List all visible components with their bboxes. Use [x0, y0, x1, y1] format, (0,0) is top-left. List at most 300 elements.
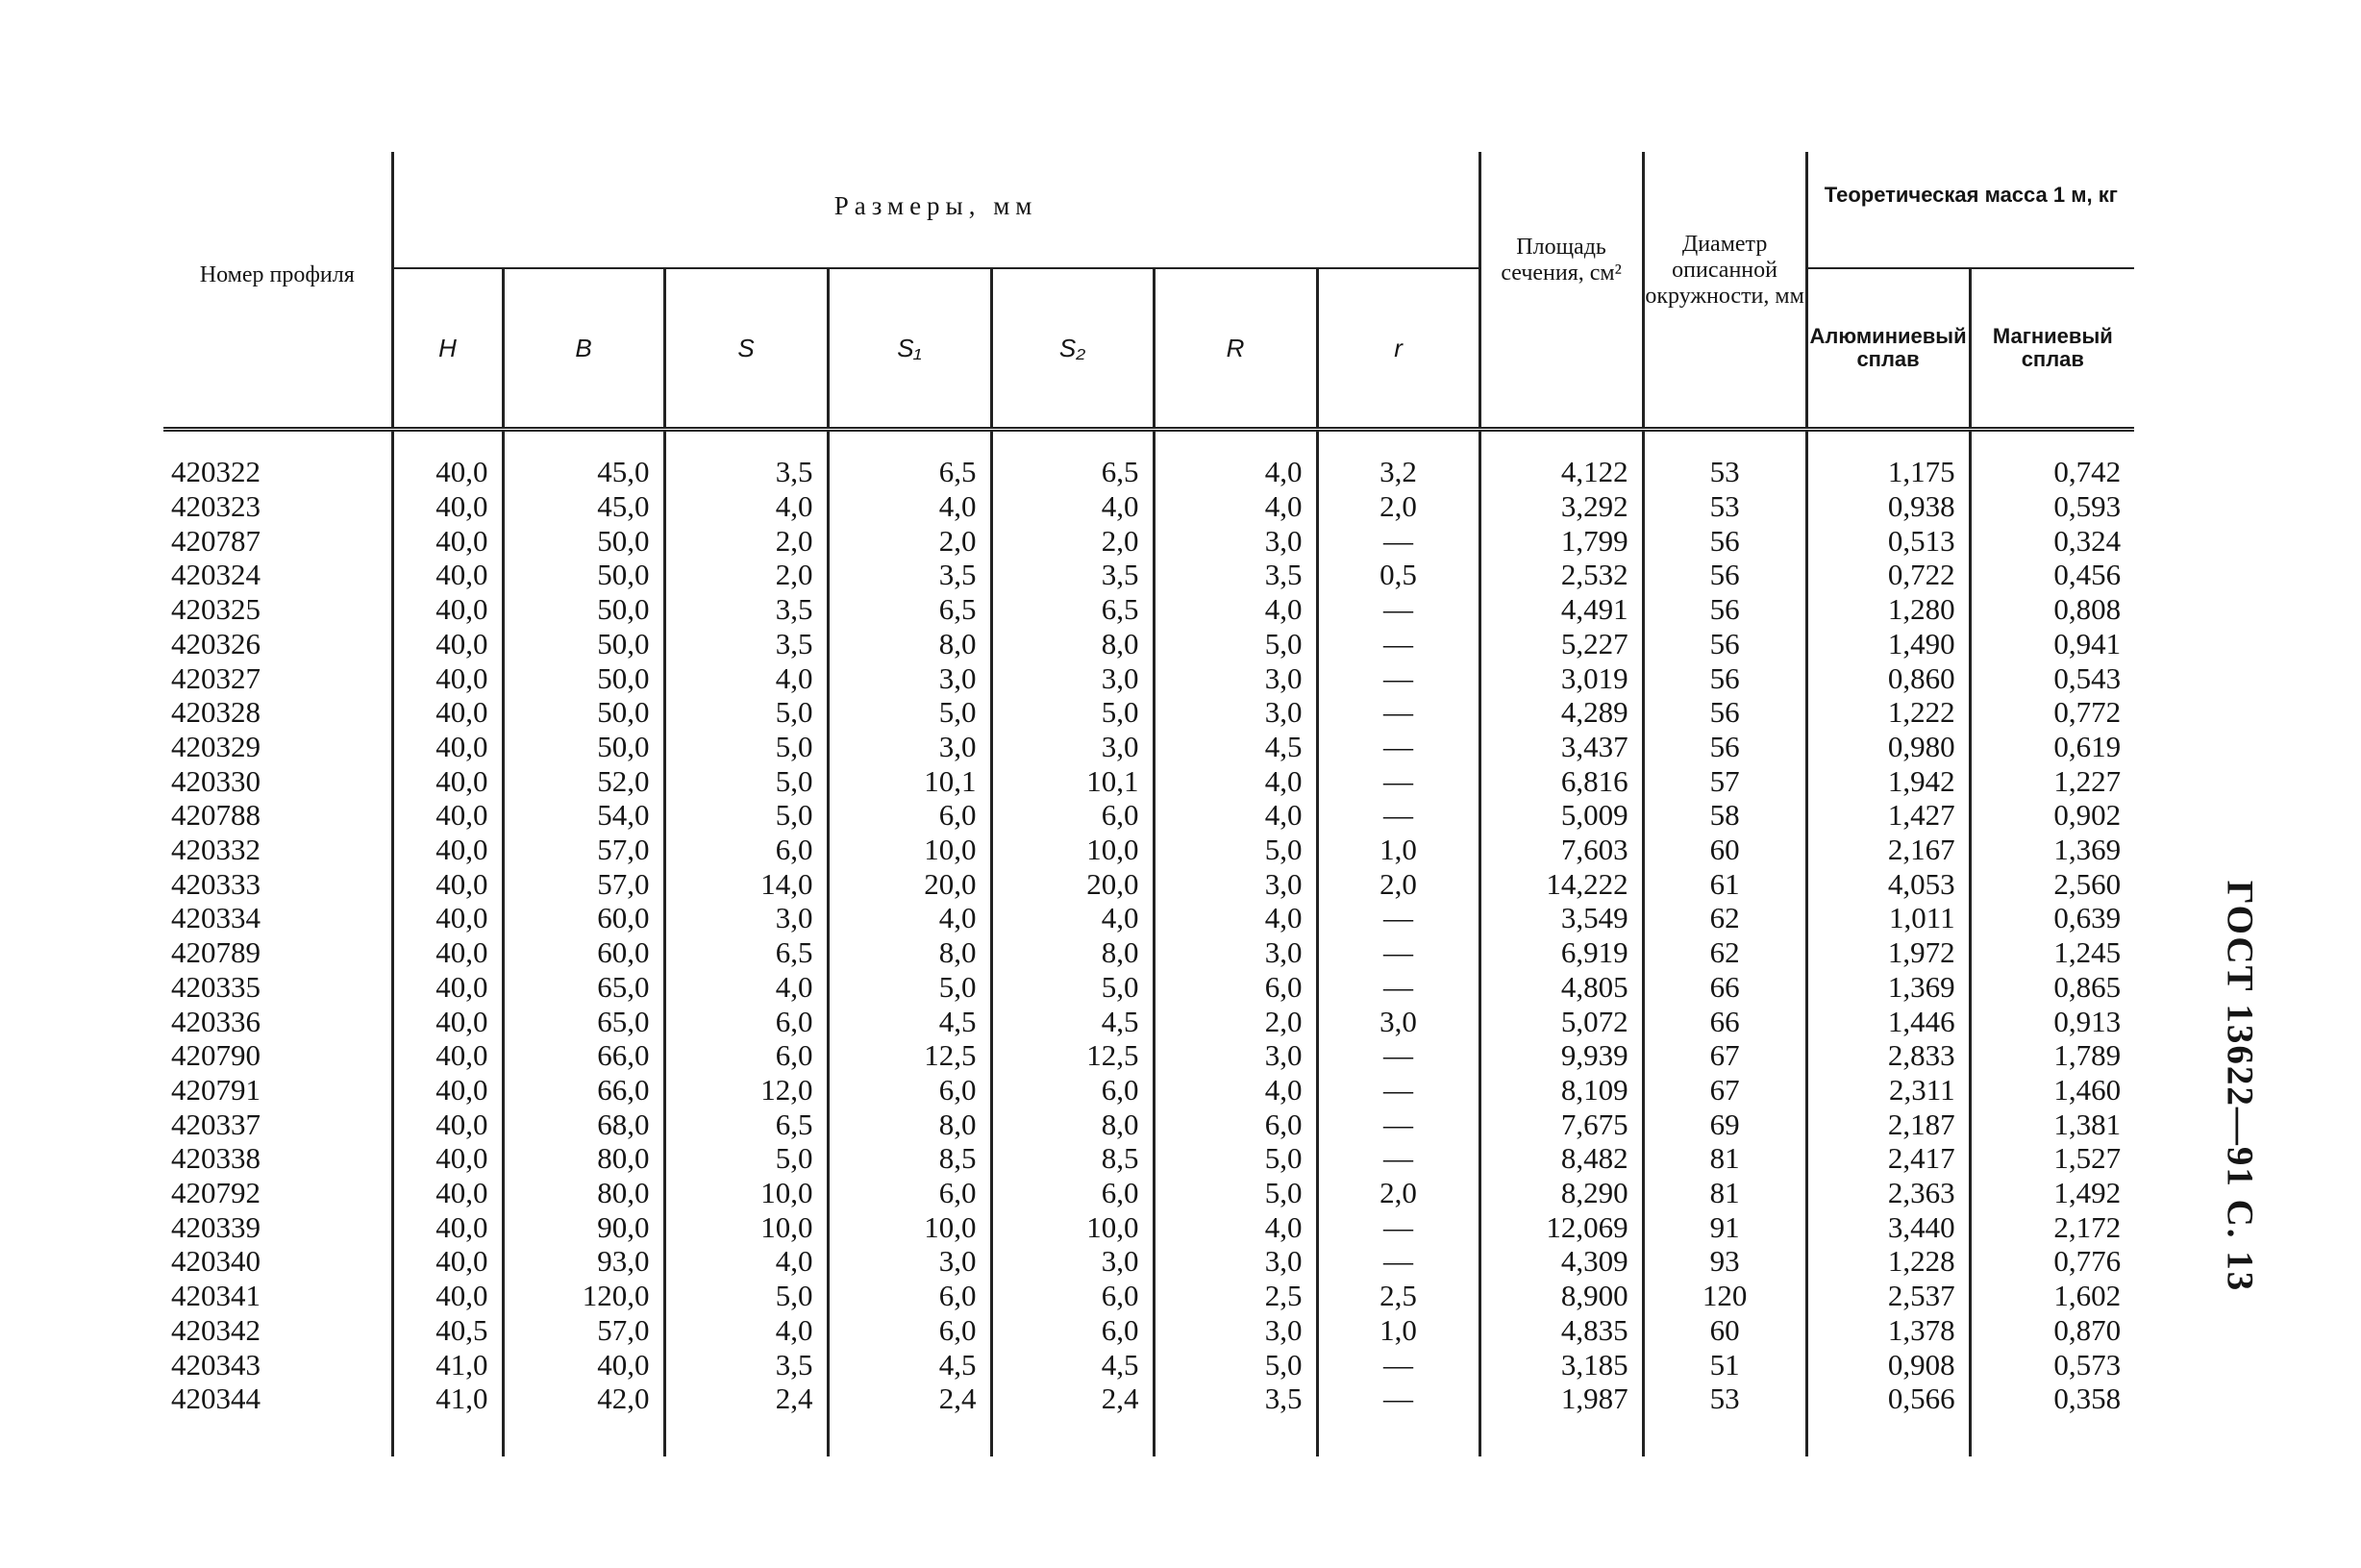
cell-dim-b: 40,0 — [503, 1348, 664, 1382]
cell-dim-s: 6,0 — [664, 1005, 828, 1039]
cell-dim-s1: 6,0 — [828, 1313, 991, 1348]
cell-mass-magnesium: 0,639 — [1970, 901, 2134, 935]
cell-dim-r-lower: — — [1317, 901, 1479, 935]
cell-dim-h: 40,0 — [392, 867, 503, 902]
cell-dim-s2: 3,0 — [991, 730, 1154, 764]
cell-area: 6,919 — [1479, 935, 1643, 970]
cell-dim-s1: 3,0 — [828, 730, 991, 764]
cell-mass-aluminium: 2,417 — [1806, 1141, 1970, 1176]
header-mass-group: Теоретическая масса 1 м, кг — [1806, 152, 2134, 268]
cell-dim-r-lower: — — [1317, 1381, 1479, 1456]
cell-dim-b: 60,0 — [503, 935, 664, 970]
cell-area: 1,987 — [1479, 1381, 1643, 1456]
cell-dim-s1: 20,0 — [828, 867, 991, 902]
cell-dim-s1: 6,0 — [828, 1073, 991, 1108]
cell-dim-r-upper: 4,0 — [1154, 764, 1317, 799]
cell-dim-s: 6,0 — [664, 1038, 828, 1073]
cell-dim-r-lower: 2,5 — [1317, 1279, 1479, 1313]
cell-area: 4,309 — [1479, 1244, 1643, 1279]
cell-dim-r-upper: 3,0 — [1154, 1038, 1317, 1073]
profile-table — [163, 152, 2134, 1456]
cell-circle-diameter: 120 — [1643, 1279, 1806, 1313]
cell-profile-number: 420326 — [171, 626, 261, 660]
cell-dim-s1: 5,0 — [828, 695, 991, 730]
cell-dim-s: 10,0 — [664, 1176, 828, 1210]
cell-dim-h: 40,0 — [392, 558, 503, 592]
cell-dim-s2: 4,0 — [991, 901, 1154, 935]
table-row — [163, 489, 2134, 524]
cell-mass-aluminium: 2,537 — [1806, 1279, 1970, 1313]
table-row — [163, 970, 2134, 1005]
cell-dim-s2: 6,0 — [991, 1176, 1154, 1210]
cell-dim-r-upper: 3,0 — [1154, 867, 1317, 902]
cell-mass-aluminium: 0,860 — [1806, 661, 1970, 696]
cell-area: 3,292 — [1479, 489, 1643, 524]
cell-dim-r-lower: 3,2 — [1317, 441, 1479, 489]
cell-circle-diameter: 51 — [1643, 1348, 1806, 1382]
cell-dim-s: 4,0 — [664, 970, 828, 1005]
cell-dim-s1: 3,0 — [828, 1244, 991, 1279]
cell-mass-magnesium: 0,870 — [1970, 1313, 2134, 1348]
cell-profile-number: 420343 — [171, 1347, 261, 1381]
cell-area: 3,437 — [1479, 730, 1643, 764]
cell-dim-s: 4,0 — [664, 1313, 828, 1348]
cell-profile-number: 420791 — [171, 1072, 261, 1107]
cell-dim-s2: 2,0 — [991, 524, 1154, 559]
cell-dim-b: 50,0 — [503, 558, 664, 592]
cell-mass-aluminium: 2,187 — [1806, 1108, 1970, 1142]
cell-area: 8,900 — [1479, 1279, 1643, 1313]
cell-dim-s1: 4,5 — [828, 1348, 991, 1382]
cell-dim-b: 66,0 — [503, 1073, 664, 1108]
cell-dim-r-lower: — — [1317, 1348, 1479, 1382]
header-dimensions-group: Размеры, мм — [392, 152, 1479, 268]
header-dim-h: H — [392, 268, 503, 430]
cell-dim-r-lower: 2,0 — [1317, 867, 1479, 902]
cell-dim-r-lower: — — [1317, 661, 1479, 696]
cell-profile-number: 420330 — [171, 763, 261, 798]
cell-dim-s2: 5,0 — [991, 695, 1154, 730]
cell-dim-r-upper: 5,0 — [1154, 1176, 1317, 1210]
cell-dim-b: 42,0 — [503, 1381, 664, 1456]
table-row — [163, 833, 2134, 867]
cell-dim-b: 80,0 — [503, 1141, 664, 1176]
cell-dim-r-lower: 3,0 — [1317, 1005, 1479, 1039]
cell-mass-magnesium: 0,941 — [1970, 627, 2134, 661]
cell-dim-r-lower: — — [1317, 1073, 1479, 1108]
cell-dim-r-upper: 3,0 — [1154, 695, 1317, 730]
cell-mass-magnesium: 1,227 — [1970, 764, 2134, 799]
cell-circle-diameter: 60 — [1643, 1313, 1806, 1348]
cell-dim-s: 4,0 — [664, 489, 828, 524]
cell-dim-s: 5,0 — [664, 1141, 828, 1176]
cell-area: 4,122 — [1479, 441, 1643, 489]
cell-area: 4,835 — [1479, 1313, 1643, 1348]
cell-dim-r-upper: 4,0 — [1154, 441, 1317, 489]
cell-dim-s2: 12,5 — [991, 1038, 1154, 1073]
cell-profile-number: 420337 — [171, 1107, 261, 1141]
table-header — [163, 152, 2134, 441]
cell-circle-diameter: 53 — [1643, 1381, 1806, 1456]
cell-dim-s: 3,5 — [664, 441, 828, 489]
cell-mass-magnesium: 0,865 — [1970, 970, 2134, 1005]
table-row — [163, 901, 2134, 935]
cell-dim-h: 40,0 — [392, 833, 503, 867]
cell-dim-h: 41,0 — [392, 1348, 503, 1382]
cell-dim-s2: 6,0 — [991, 798, 1154, 833]
header-profile-number: Номер профиля — [199, 261, 355, 287]
cell-mass-aluminium: 1,378 — [1806, 1313, 1970, 1348]
cell-mass-aluminium: 1,490 — [1806, 627, 1970, 661]
cell-dim-b: 93,0 — [503, 1244, 664, 1279]
cell-dim-s2: 3,0 — [991, 1244, 1154, 1279]
cell-mass-magnesium: 1,492 — [1970, 1176, 2134, 1210]
cell-dim-s1: 5,0 — [828, 970, 991, 1005]
cell-dim-h: 40,0 — [392, 798, 503, 833]
cell-dim-s1: 10,0 — [828, 1210, 991, 1245]
cell-dim-r-upper: 3,0 — [1154, 935, 1317, 970]
cell-dim-h: 40,0 — [392, 524, 503, 559]
cell-dim-s: 3,5 — [664, 627, 828, 661]
cell-dim-s: 6,0 — [664, 833, 828, 867]
cell-dim-b: 65,0 — [503, 1005, 664, 1039]
cell-dim-r-lower: — — [1317, 935, 1479, 970]
cell-mass-magnesium: 0,543 — [1970, 661, 2134, 696]
table-row — [163, 935, 2134, 970]
cell-dim-r-upper: 3,0 — [1154, 1313, 1317, 1348]
cell-mass-magnesium: 0,808 — [1970, 592, 2134, 627]
table-row — [163, 558, 2134, 592]
table-row — [163, 764, 2134, 799]
cell-dim-h: 40,5 — [392, 1313, 503, 1348]
table-row — [163, 1141, 2134, 1176]
cell-dim-s: 2,0 — [664, 558, 828, 592]
cell-circle-diameter: 53 — [1643, 441, 1806, 489]
cell-dim-r-lower: — — [1317, 627, 1479, 661]
cell-dim-b: 65,0 — [503, 970, 664, 1005]
cell-dim-h: 41,0 — [392, 1381, 503, 1456]
cell-dim-h: 40,0 — [392, 1210, 503, 1245]
table-row — [163, 1005, 2134, 1039]
cell-mass-aluminium: 0,566 — [1806, 1381, 1970, 1456]
cell-dim-r-lower: 2,0 — [1317, 489, 1479, 524]
cell-mass-aluminium: 1,446 — [1806, 1005, 1970, 1039]
cell-dim-s2: 8,0 — [991, 1108, 1154, 1142]
cell-circle-diameter: 56 — [1643, 627, 1806, 661]
cell-dim-h: 40,0 — [392, 441, 503, 489]
cell-dim-r-upper: 4,0 — [1154, 592, 1317, 627]
cell-mass-aluminium: 2,833 — [1806, 1038, 1970, 1073]
cell-dim-b: 60,0 — [503, 901, 664, 935]
cell-dim-s1: 3,0 — [828, 661, 991, 696]
cell-dim-b: 45,0 — [503, 441, 664, 489]
cell-dim-h: 40,0 — [392, 1176, 503, 1210]
cell-dim-r-lower: — — [1317, 1038, 1479, 1073]
cell-dim-b: 54,0 — [503, 798, 664, 833]
cell-dim-r-upper: 4,0 — [1154, 901, 1317, 935]
cell-dim-r-upper: 3,5 — [1154, 558, 1317, 592]
cell-area: 4,289 — [1479, 695, 1643, 730]
cell-dim-s2: 20,0 — [991, 867, 1154, 902]
cell-dim-h: 40,0 — [392, 1141, 503, 1176]
cell-dim-s1: 10,0 — [828, 833, 991, 867]
cell-dim-h: 40,0 — [392, 935, 503, 970]
cell-dim-s: 3,0 — [664, 901, 828, 935]
cell-mass-aluminium: 2,363 — [1806, 1176, 1970, 1210]
cell-dim-h: 40,0 — [392, 970, 503, 1005]
cell-dim-r-lower: — — [1317, 764, 1479, 799]
cell-mass-magnesium: 1,460 — [1970, 1073, 2134, 1108]
cell-dim-s1: 6,5 — [828, 592, 991, 627]
cell-dim-h: 40,0 — [392, 489, 503, 524]
cell-profile-number: 420335 — [171, 969, 261, 1004]
header-magnesium: Магниевый сплав — [1970, 268, 2134, 430]
cell-dim-s: 5,0 — [664, 764, 828, 799]
header-dim-s2: S₂ — [991, 268, 1154, 430]
cell-area: 3,019 — [1479, 661, 1643, 696]
cell-mass-magnesium: 0,619 — [1970, 730, 2134, 764]
cell-dim-s2: 6,0 — [991, 1313, 1154, 1348]
cell-mass-aluminium: 4,053 — [1806, 867, 1970, 902]
header-dim-r-upper: R — [1154, 268, 1317, 430]
cell-mass-aluminium: 1,280 — [1806, 592, 1970, 627]
cell-mass-magnesium: 1,789 — [1970, 1038, 2134, 1073]
cell-dim-b: 57,0 — [503, 833, 664, 867]
cell-dim-b: 57,0 — [503, 1313, 664, 1348]
cell-dim-b: 45,0 — [503, 489, 664, 524]
cell-dim-r-upper: 5,0 — [1154, 627, 1317, 661]
cell-dim-r-upper: 2,0 — [1154, 1005, 1317, 1039]
table-row — [163, 1381, 2134, 1456]
cell-dim-r-lower: 2,0 — [1317, 1176, 1479, 1210]
cell-dim-r-upper: 4,0 — [1154, 1073, 1317, 1108]
cell-dim-s1: 4,5 — [828, 1005, 991, 1039]
cell-dim-s1: 2,0 — [828, 524, 991, 559]
cell-dim-s2: 10,1 — [991, 764, 1154, 799]
cell-circle-diameter: 67 — [1643, 1073, 1806, 1108]
cell-mass-aluminium: 1,175 — [1806, 441, 1970, 489]
cell-dim-s: 10,0 — [664, 1210, 828, 1245]
cell-dim-h: 40,0 — [392, 661, 503, 696]
cell-profile-number: 420338 — [171, 1141, 261, 1176]
cell-profile-number: 420322 — [171, 455, 261, 489]
table-row — [163, 1313, 2134, 1348]
cell-dim-s2: 6,5 — [991, 441, 1154, 489]
cell-dim-r-lower: — — [1317, 970, 1479, 1005]
cell-dim-b: 52,0 — [503, 764, 664, 799]
cell-area: 3,549 — [1479, 901, 1643, 935]
cell-circle-diameter: 81 — [1643, 1141, 1806, 1176]
cell-circle-diameter: 56 — [1643, 695, 1806, 730]
cell-dim-r-upper: 3,0 — [1154, 661, 1317, 696]
table-row — [163, 524, 2134, 559]
cell-circle-diameter: 56 — [1643, 558, 1806, 592]
cell-profile-number: 420328 — [171, 695, 261, 730]
header-dim-s: S — [664, 268, 828, 430]
cell-mass-magnesium: 1,602 — [1970, 1279, 2134, 1313]
cell-dim-s2: 10,0 — [991, 1210, 1154, 1245]
cell-mass-aluminium: 0,513 — [1806, 524, 1970, 559]
cell-dim-h: 40,0 — [392, 1244, 503, 1279]
cell-dim-s2: 3,5 — [991, 558, 1154, 592]
cell-mass-magnesium: 0,913 — [1970, 1005, 2134, 1039]
cell-dim-b: 50,0 — [503, 695, 664, 730]
cell-profile-number: 420789 — [171, 935, 261, 970]
cell-dim-s1: 8,5 — [828, 1141, 991, 1176]
cell-dim-b: 50,0 — [503, 730, 664, 764]
cell-mass-magnesium: 0,324 — [1970, 524, 2134, 559]
cell-dim-h: 40,0 — [392, 695, 503, 730]
cell-dim-h: 40,0 — [392, 1073, 503, 1108]
cell-circle-diameter: 53 — [1643, 489, 1806, 524]
table-row — [163, 1244, 2134, 1279]
cell-dim-r-upper: 4,0 — [1154, 1210, 1317, 1245]
cell-circle-diameter: 66 — [1643, 1005, 1806, 1039]
cell-mass-aluminium: 1,369 — [1806, 970, 1970, 1005]
cell-dim-h: 40,0 — [392, 730, 503, 764]
cell-dim-s1: 12,5 — [828, 1038, 991, 1073]
cell-dim-s: 3,5 — [664, 1348, 828, 1382]
cell-dim-s: 5,0 — [664, 1279, 828, 1313]
header-area: Площадь сечения, см² — [1479, 152, 1643, 430]
table-row — [163, 798, 2134, 833]
cell-profile-number: 420344 — [171, 1381, 261, 1416]
cell-dim-s1: 8,0 — [828, 627, 991, 661]
cell-area: 3,185 — [1479, 1348, 1643, 1382]
cell-dim-b: 120,0 — [503, 1279, 664, 1313]
cell-dim-s2: 6,0 — [991, 1279, 1154, 1313]
cell-area: 5,072 — [1479, 1005, 1643, 1039]
cell-area: 5,009 — [1479, 798, 1643, 833]
cell-profile-number: 420341 — [171, 1279, 261, 1313]
table-row — [163, 1038, 2134, 1073]
page-label: ГОСТ 13622—91 С. 13 — [2219, 880, 2261, 1293]
cell-dim-b: 50,0 — [503, 627, 664, 661]
cell-dim-r-lower: 1,0 — [1317, 833, 1479, 867]
cell-dim-r-upper: 4,0 — [1154, 798, 1317, 833]
cell-dim-r-upper: 2,5 — [1154, 1279, 1317, 1313]
table-row — [163, 1279, 2134, 1313]
cell-dim-b: 90,0 — [503, 1210, 664, 1245]
cell-dim-r-upper: 3,0 — [1154, 524, 1317, 559]
cell-mass-aluminium: 1,011 — [1806, 901, 1970, 935]
cell-dim-s: 5,0 — [664, 798, 828, 833]
cell-dim-h: 40,0 — [392, 901, 503, 935]
cell-dim-s2: 4,5 — [991, 1005, 1154, 1039]
table-row — [163, 1348, 2134, 1382]
cell-profile-number: 420340 — [171, 1244, 261, 1279]
cell-dim-h: 40,0 — [392, 592, 503, 627]
cell-circle-diameter: 58 — [1643, 798, 1806, 833]
cell-profile-number: 420792 — [171, 1176, 261, 1210]
cell-area: 7,675 — [1479, 1108, 1643, 1142]
cell-circle-diameter: 61 — [1643, 867, 1806, 902]
table-row — [163, 1073, 2134, 1108]
cell-area: 12,069 — [1479, 1210, 1643, 1245]
cell-mass-magnesium: 0,593 — [1970, 489, 2134, 524]
cell-mass-magnesium: 1,527 — [1970, 1141, 2134, 1176]
cell-profile-number: 420339 — [171, 1209, 261, 1244]
cell-dim-s1: 8,0 — [828, 1108, 991, 1142]
cell-dim-b: 50,0 — [503, 524, 664, 559]
cell-circle-diameter: 81 — [1643, 1176, 1806, 1210]
cell-dim-r-upper: 3,0 — [1154, 1244, 1317, 1279]
cell-circle-diameter: 91 — [1643, 1210, 1806, 1245]
cell-mass-magnesium: 1,381 — [1970, 1108, 2134, 1142]
cell-dim-s1: 6,0 — [828, 1279, 991, 1313]
cell-dim-h: 40,0 — [392, 627, 503, 661]
cell-area: 5,227 — [1479, 627, 1643, 661]
cell-dim-s2: 6,0 — [991, 1073, 1154, 1108]
cell-dim-s: 2,0 — [664, 524, 828, 559]
cell-mass-magnesium: 1,245 — [1970, 935, 2134, 970]
cell-mass-magnesium: 0,776 — [1970, 1244, 2134, 1279]
table-row — [163, 1176, 2134, 1210]
cell-area: 1,799 — [1479, 524, 1643, 559]
cell-profile-number: 420336 — [171, 1004, 261, 1038]
cell-dim-r-upper: 6,0 — [1154, 970, 1317, 1005]
cell-dim-r-lower: — — [1317, 695, 1479, 730]
cell-dim-s: 12,0 — [664, 1073, 828, 1108]
cell-mass-magnesium: 0,742 — [1970, 441, 2134, 489]
cell-dim-s1: 10,1 — [828, 764, 991, 799]
cell-mass-magnesium: 0,902 — [1970, 798, 2134, 833]
cell-dim-s2: 6,5 — [991, 592, 1154, 627]
cell-dim-s: 5,0 — [664, 695, 828, 730]
header-dim-r-lower: r — [1317, 268, 1479, 430]
cell-dim-b: 66,0 — [503, 1038, 664, 1073]
table-row — [163, 592, 2134, 627]
cell-dim-s: 6,5 — [664, 1108, 828, 1142]
cell-dim-s1: 6,5 — [828, 441, 991, 489]
cell-mass-aluminium: 2,311 — [1806, 1073, 1970, 1108]
cell-dim-s2: 8,0 — [991, 935, 1154, 970]
cell-dim-s: 5,0 — [664, 730, 828, 764]
table-row — [163, 730, 2134, 764]
cell-dim-r-upper: 4,5 — [1154, 730, 1317, 764]
cell-circle-diameter: 56 — [1643, 524, 1806, 559]
cell-profile-number: 420325 — [171, 592, 261, 627]
cell-circle-diameter: 56 — [1643, 730, 1806, 764]
cell-dim-s1: 2,4 — [828, 1381, 991, 1456]
cell-dim-b: 50,0 — [503, 661, 664, 696]
profile-table-container — [163, 152, 2134, 1456]
cell-dim-s2: 8,5 — [991, 1141, 1154, 1176]
header-dim-s1: S₁ — [828, 268, 991, 430]
cell-dim-s: 14,0 — [664, 867, 828, 902]
cell-circle-diameter: 62 — [1643, 935, 1806, 970]
header-rule — [163, 430, 392, 442]
cell-profile-number: 420788 — [171, 798, 261, 833]
table-row — [163, 695, 2134, 730]
cell-circle-diameter: 57 — [1643, 764, 1806, 799]
cell-dim-r-lower: — — [1317, 798, 1479, 833]
cell-dim-b: 80,0 — [503, 1176, 664, 1210]
cell-mass-magnesium: 0,573 — [1970, 1348, 2134, 1382]
cell-dim-r-lower: — — [1317, 1141, 1479, 1176]
cell-mass-aluminium: 1,228 — [1806, 1244, 1970, 1279]
cell-area: 8,290 — [1479, 1176, 1643, 1210]
cell-dim-s: 2,4 — [664, 1381, 828, 1456]
table-row — [163, 661, 2134, 696]
cell-dim-s2: 4,5 — [991, 1348, 1154, 1382]
cell-mass-aluminium: 1,222 — [1806, 695, 1970, 730]
cell-profile-number: 420787 — [171, 523, 261, 558]
cell-mass-aluminium: 1,972 — [1806, 935, 1970, 970]
cell-dim-h: 40,0 — [392, 1005, 503, 1039]
table-body — [163, 441, 2134, 1456]
cell-profile-number: 420333 — [171, 866, 261, 901]
